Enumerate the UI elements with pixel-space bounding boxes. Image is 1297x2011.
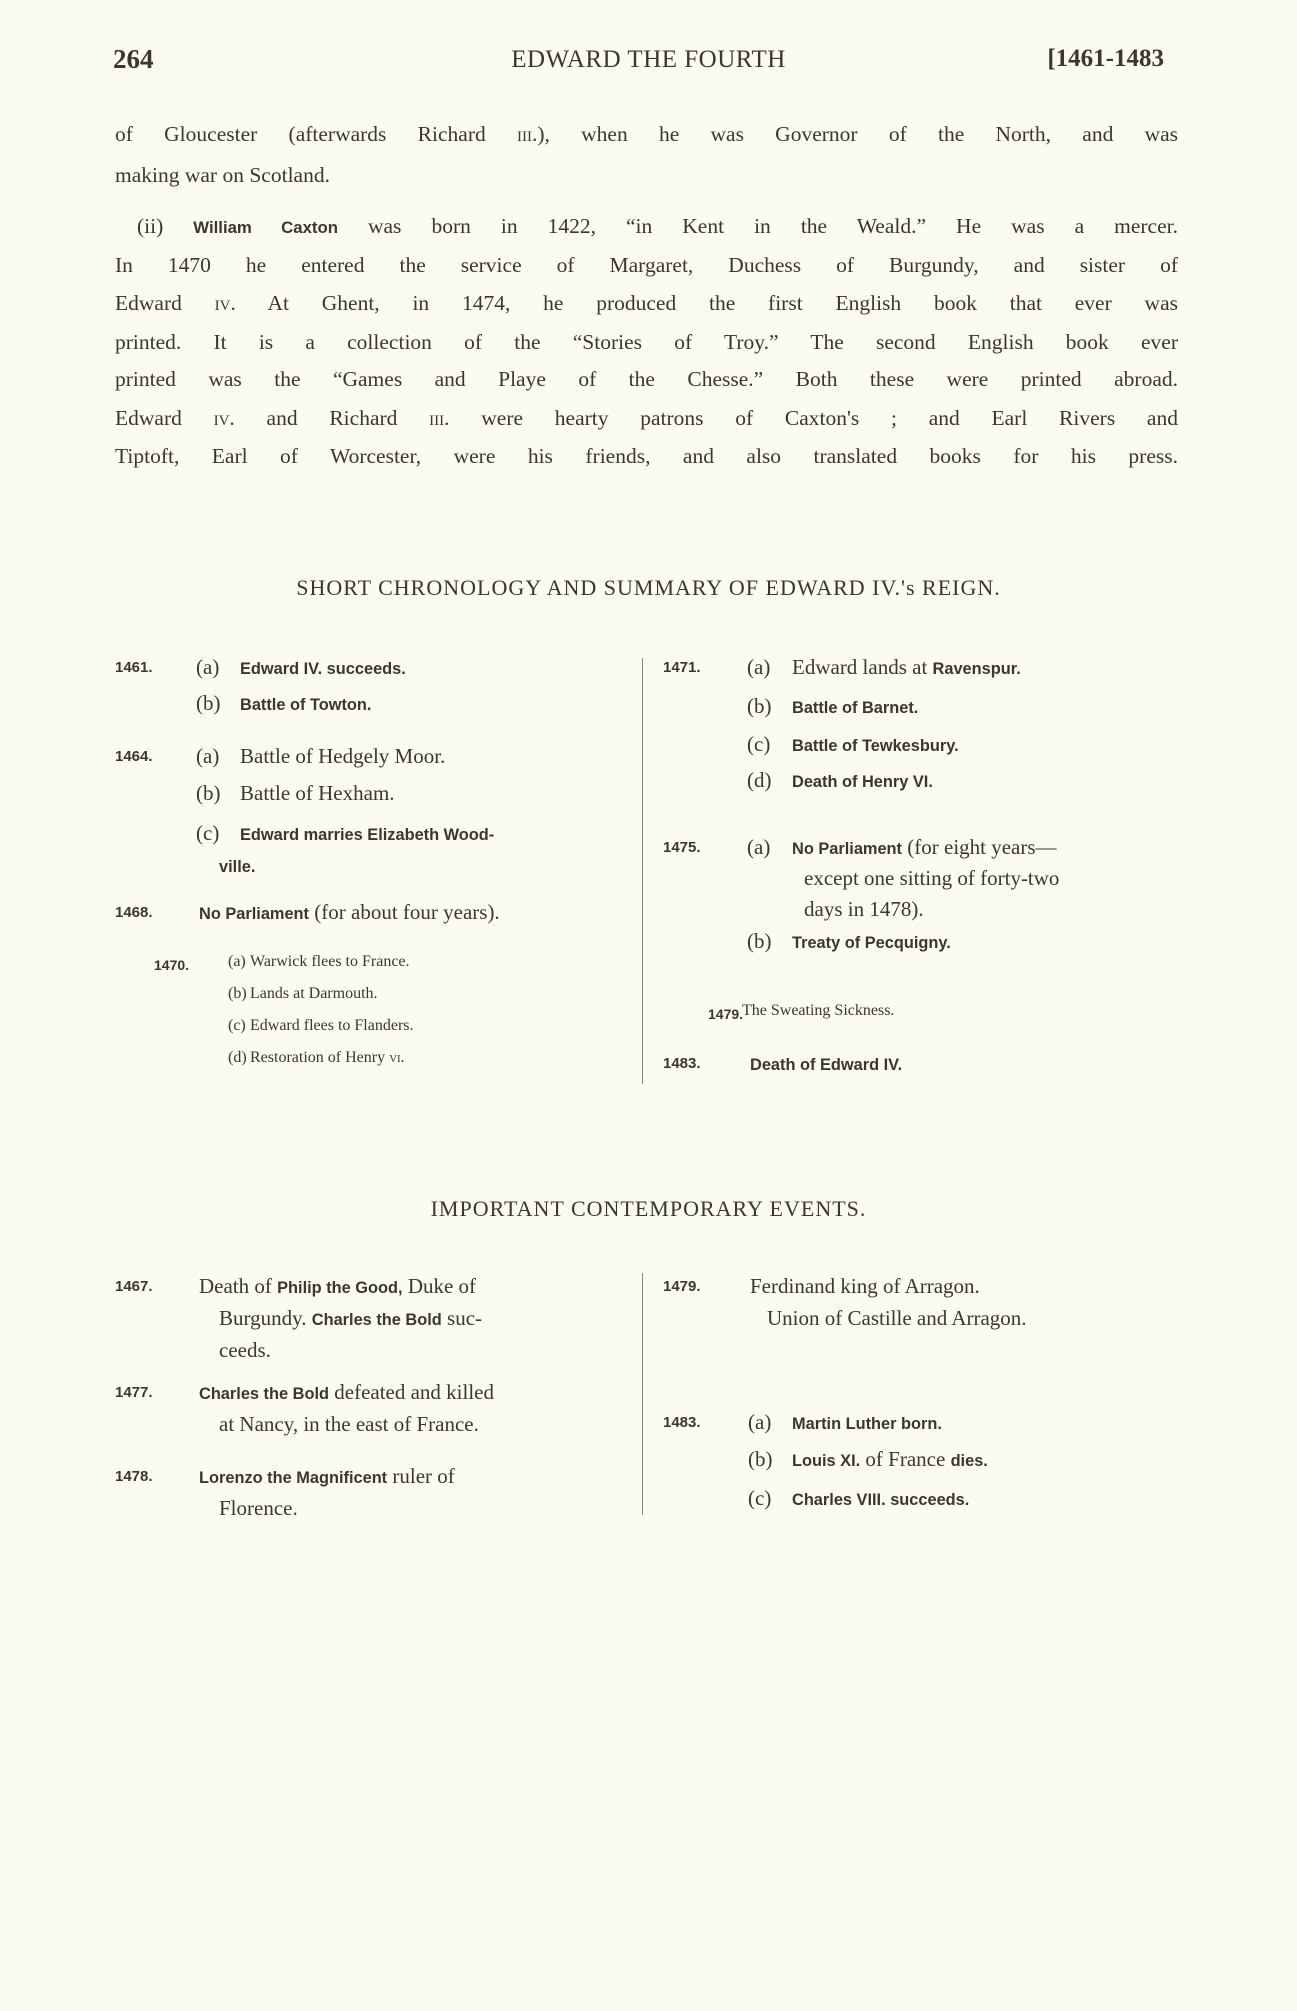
entry-text [792, 1447, 988, 1472]
text-run: except one sitting of forty-two [804, 866, 1060, 890]
text-run: defeated and killed [329, 1380, 495, 1404]
entry-text [792, 694, 918, 719]
text-run: ruler of [387, 1464, 455, 1488]
entry-year: 1467. [115, 1278, 153, 1295]
text-run: Battle of Towton. [240, 696, 372, 714]
text-run: Battle of Barnet. [792, 699, 919, 717]
entry-year: 1475. [663, 839, 701, 856]
text-run: No Parliament [199, 905, 310, 923]
text-run: Tiptoft, Earl of Worcester, were his friends, and also translated books for his press. [115, 444, 1178, 468]
text-run: Battle of Tewkesbury. [792, 737, 959, 755]
entry-label: (a) [228, 953, 246, 970]
entry-label: (a) [196, 655, 220, 679]
text-run: ), when he was Governor of the North, and was [537, 122, 1178, 146]
entry-text [792, 655, 1021, 680]
text-run: iv. [214, 291, 236, 315]
entry-text [199, 900, 500, 925]
text-run: Burgundy. [219, 1306, 312, 1330]
entry-label: (a) [747, 655, 771, 679]
entry-text [792, 732, 959, 757]
text-run: Death of Henry VI. [792, 773, 933, 791]
entry-label: (c) [196, 821, 220, 845]
text-run: William Caxton [193, 218, 338, 237]
text-run: Philip the Good, [277, 1279, 403, 1297]
text-run: Edward marries Elizabeth Wood- [240, 826, 495, 844]
text-line [115, 330, 1178, 355]
entry-year: 1483. [663, 1055, 701, 1072]
column-divider [642, 658, 643, 1084]
text-run: Battle of Hedgely Moor. [240, 744, 446, 768]
text-line [115, 253, 1178, 278]
entry-text [240, 691, 371, 716]
text-run: of France [860, 1447, 951, 1471]
text-run: was born in 1422, “in Kent in the Weald.” He was a mercer. [337, 214, 1178, 238]
entry-year: 1479. [663, 1278, 701, 1295]
entry-text [792, 1410, 942, 1435]
entry-text [750, 1051, 902, 1076]
text-line [115, 367, 1178, 392]
text-run: Charles the Bold [199, 1385, 329, 1403]
text-line [115, 291, 1178, 316]
entry-text [219, 1306, 482, 1331]
text-run: iii. [429, 406, 450, 430]
running-title: EDWARD THE FOURTH [511, 46, 786, 73]
entry-text [742, 1002, 894, 1020]
entry-text [792, 1486, 969, 1511]
entry-year: 1483. [663, 1414, 701, 1431]
entry-text [219, 1412, 479, 1437]
text-run: printed was the “Games and Playe of the Chesse.” Both these were printed abroad. [115, 367, 1178, 391]
text-line [137, 214, 1178, 239]
entry-text [240, 821, 494, 846]
entry-label: (b) [748, 1447, 773, 1471]
entry-text [792, 929, 951, 954]
text-run: vi. [389, 1049, 405, 1066]
text-run: were hearty patrons of Caxton's ; and Earl Rivers and [449, 406, 1178, 430]
entry-label: (b) [196, 781, 221, 805]
text-run: Lorenzo the Magnificent [199, 1469, 388, 1487]
entry-text [219, 1496, 298, 1521]
text-run: Battle of Hexham. [240, 781, 395, 805]
entry-label: (b) [228, 985, 247, 1002]
entry-year: 1478. [115, 1468, 153, 1485]
entry-text [792, 835, 1057, 860]
text-run: Charles VIII. succeeds. [792, 1491, 970, 1509]
text-line [115, 122, 1178, 147]
entry-label: (c) [228, 1017, 246, 1034]
entry-text [199, 1380, 494, 1405]
text-run: suc- [441, 1306, 483, 1330]
entry-text [219, 853, 255, 878]
text-run: Treaty of Pecquigny. [792, 934, 951, 952]
entry-text [792, 768, 933, 793]
entry-text [199, 1464, 455, 1489]
entry-label: (a) [196, 744, 220, 768]
entry-text [767, 1306, 1027, 1331]
entry-label: (c) [748, 1486, 772, 1510]
entry-text [804, 866, 1059, 891]
entry-label: (d) [228, 1049, 247, 1066]
entry-text [804, 897, 924, 922]
text-run: Ferdinand king of Arragon. [750, 1274, 980, 1298]
text-run: iv. [213, 406, 235, 430]
text-run: Louis XI. [792, 1452, 861, 1470]
text-run: (for eight years— [902, 835, 1057, 859]
text-run: printed. It is a collection of the “Stories of Troy.” The second English book ever [115, 330, 1178, 354]
text-run: days in 1478). [804, 897, 924, 921]
entry-year: 1461. [115, 659, 153, 676]
events-title: IMPORTANT CONTEMPORARY EVENTS. [430, 1196, 867, 1221]
text-run: Ravenspur. [932, 660, 1021, 678]
text-run: iii. [516, 122, 538, 146]
text-run: The Sweating Sickness. [742, 1002, 895, 1019]
column-divider [642, 1273, 643, 1515]
text-run: Death of [199, 1274, 278, 1298]
entry-text [199, 1274, 476, 1299]
text-run: Death of Edward IV. [750, 1056, 903, 1074]
text-run: Edward [115, 291, 215, 315]
text-run: Edward flees to Flanders. [250, 1017, 414, 1034]
text-run: Florence. [219, 1496, 298, 1520]
text-run: Warwick flees to France. [250, 953, 410, 970]
entry-year: 1479. [708, 1006, 744, 1022]
entry-text [240, 744, 445, 769]
text-run: (for about four years). [309, 900, 500, 924]
text-run: of Gloucester (afterwards Richard [115, 122, 517, 146]
entry-label: (c) [747, 732, 771, 756]
entry-year: 1470. [154, 957, 190, 973]
text-run: No Parliament [792, 840, 903, 858]
entry-text [250, 985, 378, 1003]
text-run: making war on Scotland. [115, 163, 330, 187]
entry-year: 1468. [115, 904, 153, 921]
text-run: At Ghent, in 1474, he produced the first English book that ever was [235, 291, 1178, 315]
entry-text [250, 953, 410, 971]
text-run: Edward [115, 406, 214, 430]
text-run: dies. [950, 1452, 988, 1470]
entry-label: (b) [196, 691, 221, 715]
text-run: ville. [219, 858, 256, 876]
entry-label: (b) [747, 929, 772, 953]
text-line [115, 163, 1178, 188]
entry-year: 1464. [115, 748, 153, 765]
entry-text [240, 655, 406, 680]
entry-text [750, 1274, 980, 1299]
entry-text [250, 1049, 405, 1067]
text-line [115, 444, 1178, 469]
text-run: ceeds. [219, 1338, 271, 1362]
text-run: and Richard [234, 406, 430, 430]
text-run: Edward lands at [792, 655, 933, 679]
entry-label: (b) [747, 694, 772, 718]
date-range: [1461-1483 [1047, 45, 1164, 72]
entry-text [240, 781, 395, 806]
text-run: Charles the Bold [311, 1311, 442, 1329]
entry-label: (d) [747, 768, 772, 792]
text-run: Duke of [402, 1274, 477, 1298]
entry-text [219, 1338, 271, 1363]
entry-label: (a) [747, 835, 771, 859]
entry-year: 1471. [663, 659, 701, 676]
text-run: Edward IV. succeeds. [240, 660, 406, 678]
text-run: (ii) [137, 214, 194, 238]
entry-label: (a) [748, 1410, 772, 1434]
page-number: 264 [113, 44, 154, 74]
chronology-title: SHORT CHRONOLOGY AND SUMMARY OF EDWARD IV.'s REIGN. [296, 575, 1001, 600]
entry-text [250, 1017, 414, 1035]
text-run: Lands at Darmouth. [250, 985, 378, 1002]
text-run: Martin Luther born. [792, 1415, 942, 1433]
text-run: In 1470 he entered the service of Margaret, Duchess of Burgundy, and sister of [115, 253, 1178, 277]
text-run: Union of Castille and Arragon. [767, 1306, 1027, 1330]
text-run: at Nancy, in the east of France. [219, 1412, 479, 1436]
text-run: Restoration of Henry [250, 1049, 390, 1066]
entry-year: 1477. [115, 1384, 153, 1401]
text-line [115, 406, 1178, 431]
